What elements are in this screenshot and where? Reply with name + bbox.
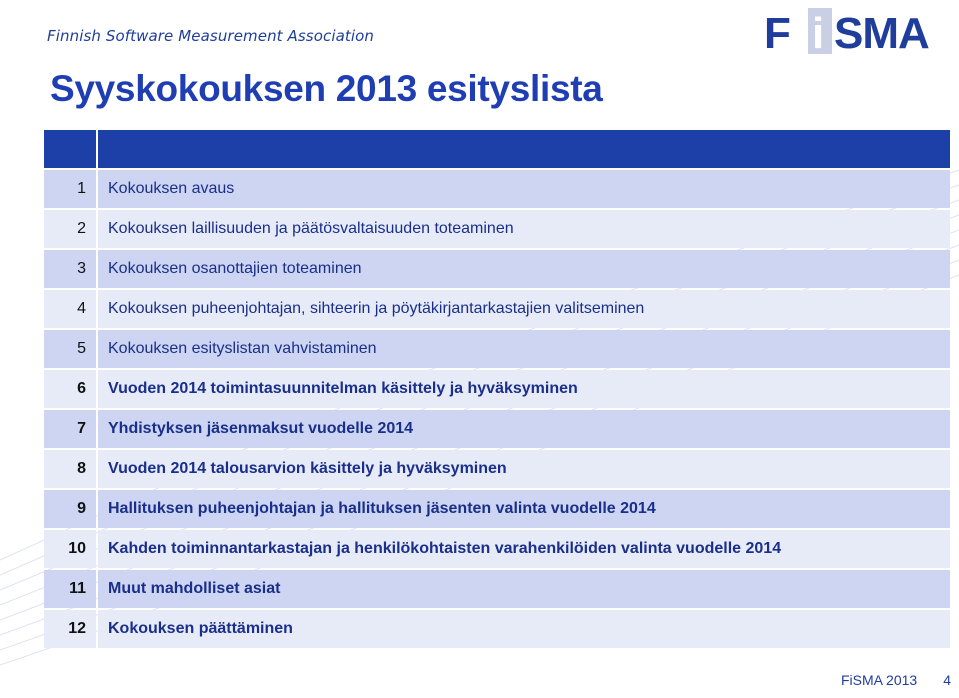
agenda-row: [44, 450, 950, 488]
agenda-row: [44, 330, 950, 368]
agenda-item-number: 11: [44, 570, 96, 608]
agenda-item-text: Vuoden 2014 talousarvion käsittely ja hyväksyminen: [98, 450, 950, 488]
agenda-rows: [44, 170, 950, 648]
fisma-logo: [762, 6, 954, 56]
agenda-item-text: Muut mahdolliset asiat: [98, 570, 950, 608]
agenda-row: [44, 530, 950, 568]
agenda-table: [42, 128, 952, 650]
agenda-item-number: 8: [44, 450, 96, 488]
agenda-item-number: 9: [44, 490, 96, 528]
agenda-row: [44, 410, 950, 448]
agenda-header-row: [44, 130, 950, 168]
agenda-row: [44, 250, 950, 288]
svg-text:i: i: [812, 9, 825, 56]
agenda-item-text: Kokouksen laillisuuden ja päätösvaltaisuuden toteaminen: [98, 210, 950, 248]
agenda-item-number: 2: [44, 210, 96, 248]
agenda-item-text: Kahden toiminnantarkastajan ja henkilökohtaisten varahenkilöiden valinta vuodelle 2014: [98, 530, 950, 568]
agenda-item-text: Kokouksen avaus: [98, 170, 950, 208]
agenda-item-text: Kokouksen puheenjohtajan, sihteerin ja pöytäkirjantarkastajien valitseminen: [98, 290, 950, 328]
footer-label: FiSMA 2013: [840, 672, 918, 688]
agenda-item-text: Kokouksen esityslistan vahvistaminen: [98, 330, 950, 368]
header-cell-item: [98, 130, 950, 168]
agenda-row: [44, 570, 950, 608]
agenda-item-number: 10: [44, 530, 96, 568]
agenda-row: [44, 370, 950, 408]
agenda-item-text: Yhdistyksen jäsenmaksut vuodelle 2014: [98, 410, 950, 448]
header-cell-number: [44, 130, 96, 168]
agenda-item-number: 4: [44, 290, 96, 328]
svg-text:F: F: [764, 9, 790, 56]
slide-footer: [841, 672, 951, 688]
agenda-row: [44, 610, 950, 648]
agenda-row: [44, 490, 950, 528]
agenda-item-number: 3: [44, 250, 96, 288]
organization-name: Finnish Software Measurement Association: [47, 27, 375, 45]
agenda-item-number: 12: [44, 610, 96, 648]
agenda-item-number: 5: [44, 330, 96, 368]
svg-text:SMA: SMA: [834, 9, 929, 56]
agenda-row: [44, 210, 950, 248]
agenda-row: [44, 290, 950, 328]
agenda-item-text: Kokouksen osanottajien toteaminen: [98, 250, 950, 288]
agenda-item-text: Kokouksen päättäminen: [98, 610, 950, 648]
slide-title: Syyskokouksen 2013 esityslista: [50, 68, 603, 109]
agenda-item-number: 7: [44, 410, 96, 448]
agenda-row: [44, 170, 950, 208]
agenda-item-text: Hallituksen puheenjohtajan ja hallituksen jäsenten valinta vuodelle 2014: [98, 490, 950, 528]
page-number: 4: [943, 672, 951, 688]
agenda-item-number: 6: [44, 370, 96, 408]
agenda-item-text: Vuoden 2014 toimintasuunnitelman käsittely ja hyväksyminen: [98, 370, 950, 408]
agenda-item-number: 1: [44, 170, 96, 208]
